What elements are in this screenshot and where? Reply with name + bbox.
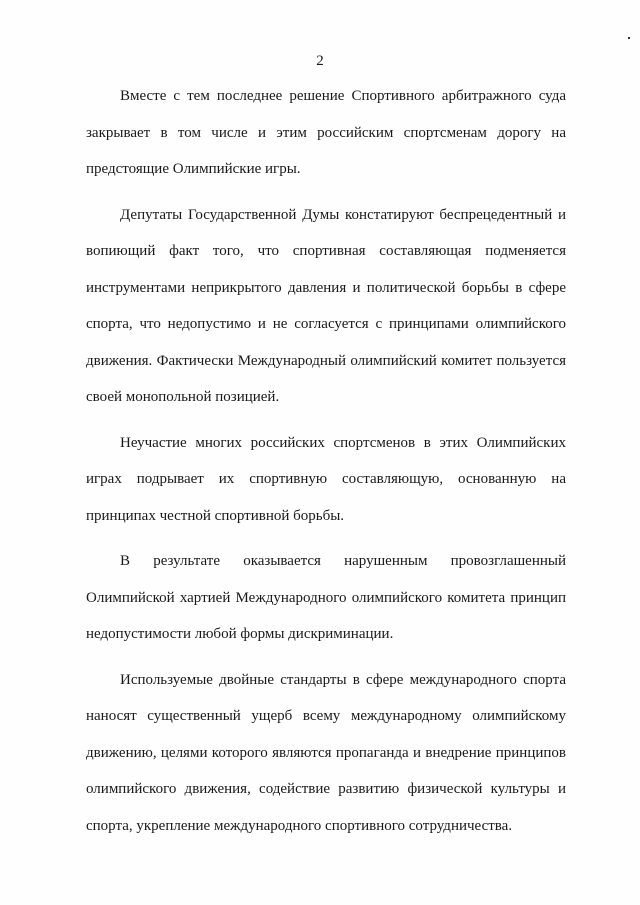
document-body xyxy=(86,78,566,844)
scan-mark xyxy=(628,37,630,39)
paragraph-3: Неучастие многих российских спортсменов в этих Олимпийских играх подрывает их спортивную составляющую, основанную на принципах честной спортивной борьбы. xyxy=(86,434,566,524)
page-number: 2 xyxy=(316,53,324,69)
paragraph-5: Используемые двойные стандарты в сфере международного спорта наносят существенный ущерб всему международному олимпийскому движению, целями которого являются пропаганда и внедрение принципов олимпийского движения, содействие развитию физической культуры и спорта, укрепление международного спортивного сотрудничества. xyxy=(86,671,566,834)
paragraph-1: Вместе с тем последнее решение Спортивного арбитражного суда закрывает в том числе и этим российским спортсменам дорогу на предстоящие Олимпийские игры. xyxy=(86,88,566,177)
paragraph-4: В результате оказывается нарушенным провозглашенный Олимпийской хартией Международного олимпийского комитета принцип недопустимости любой формы дискриминации. xyxy=(86,553,566,642)
paragraph-2: Депутаты Государственной Думы констатируют беспрецедентный и вопиющий факт того, что спортивная составляющая подменяется инструментами неприкрытого давления и политической борьбы в сфере спорта, что недопустимо и не согласуется с принципами олимпийского движения. Фактически Международный олимпийский комитет пользуется своей монопольной позицией. xyxy=(86,206,566,405)
